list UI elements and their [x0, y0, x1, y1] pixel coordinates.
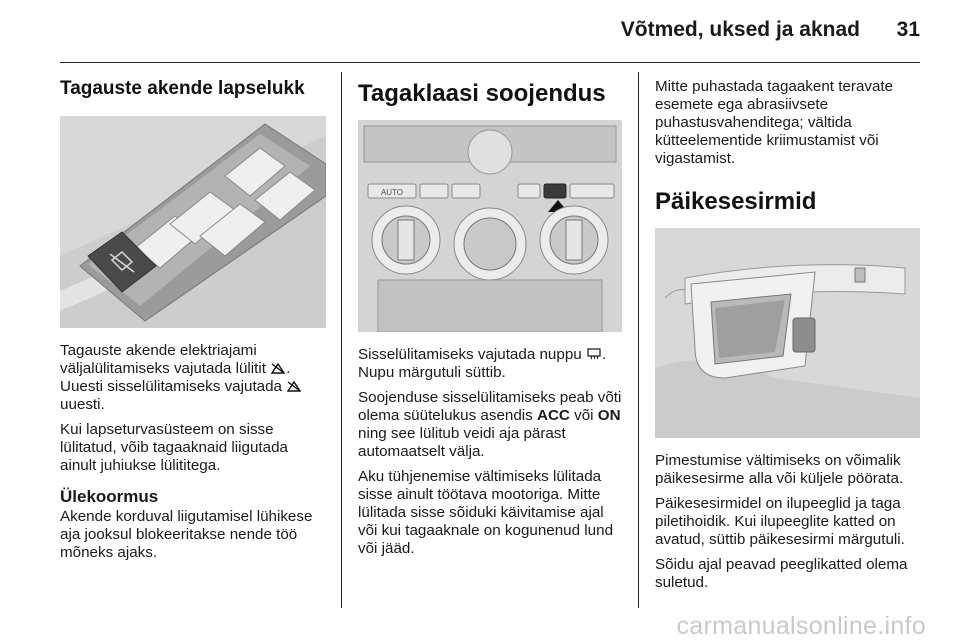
column-divider-1: [341, 72, 342, 608]
sun-visor-driving: Sõidu ajal peavad peeglikatted olema suletud.: [655, 556, 908, 591]
panel-auto-label: AUTO: [380, 188, 404, 197]
text-segment: . Uuesti sisselülitamiseks vajutada: [60, 360, 291, 395]
subheading-overload: Ülekoormus: [60, 487, 159, 506]
column-child-lock: [60, 72, 326, 569]
text-segment: Tagauste akende elektriajami väljalülitamiseks vajutada lülitit: [60, 342, 266, 377]
acc-position: ACC: [536, 407, 570, 424]
text-segment: uuesti.: [60, 396, 105, 413]
on-position: ON: [597, 407, 621, 424]
sun-visor-drawing: [655, 228, 920, 438]
text-segment: Sisselülitamiseks vajutada nuppu: [358, 346, 582, 363]
climate-panel-illustration: [358, 120, 622, 332]
window-switch-drawing: [60, 116, 326, 328]
text-segment: . Nupu märgutuli süttib.: [358, 346, 607, 381]
column-sun-visors: [655, 72, 920, 599]
text-segment: ning see lülitub veidi aja pärast automaatselt välja.: [358, 425, 566, 460]
chapter-title: Võtmed, uksed ja aknad: [620, 18, 860, 41]
sun-visor-illustration: [655, 228, 920, 438]
column-divider-2: [638, 72, 639, 608]
cleaning-note: Mitte puhastada tagaakent teravate esemete ega abrasiivsete puhastusvahenditega; vältida kütteelementide kriimustamist või vigastamist.: [655, 78, 894, 167]
defrost-condition: [358, 389, 622, 461]
page-header: [60, 14, 920, 48]
child-lock-note: Kui lapseturvasüsteem on sisse lülitatud, võib tagaaknaid liigutada ainult juhiukse lülititega.: [60, 421, 288, 474]
page-number: 31: [896, 18, 920, 41]
window-lock-icon: [287, 380, 301, 392]
window-lock-icon: [271, 362, 285, 374]
text-segment: või: [569, 407, 598, 424]
sun-visor-adjust: Pimestumise vältimiseks on võimalik päikesesirme alla või küljele pöörata.: [655, 452, 904, 487]
rear-window-heat-icon: [587, 348, 601, 360]
column-rear-defrost: [358, 72, 622, 565]
text-segment: Soojenduse sisselülitamiseks peab võti olema süütelukus asendis: [358, 389, 622, 424]
child-lock-instruction: [60, 342, 326, 414]
overload-text: Akende korduval liigutamisel lühikese aja jooksul blokeeritakse nende töö mõneks ajaks.: [60, 508, 313, 561]
window-switch-illustration: [60, 116, 326, 328]
watermark: carmanualsonline.info: [676, 612, 926, 640]
defrost-instruction: [358, 346, 622, 382]
climate-panel-drawing: [358, 120, 622, 332]
section-heading-sun-visors: Päikesesirmid: [655, 188, 817, 215]
sun-visor-mirror: Päikesesirmidel on ilupeeglid ja taga piletihoidik. Kui ilupeeglite katted on avatud, süttib päikesesirmi märgutuli.: [655, 495, 905, 548]
header-divider: [60, 62, 920, 63]
section-heading-rear-defrost: Tagaklaasi soojendus: [358, 80, 606, 107]
defrost-battery-note: Aku tühjenemise vältimiseks lülitada sisse ainult töötava mootoriga. Mitte lülitada sisse sõiduki käivitamise ajal või kui tagaaknale on kogunenud lund või jääd.: [358, 468, 614, 557]
section-heading-child-lock: Tagauste akende lapselukk: [60, 78, 305, 99]
